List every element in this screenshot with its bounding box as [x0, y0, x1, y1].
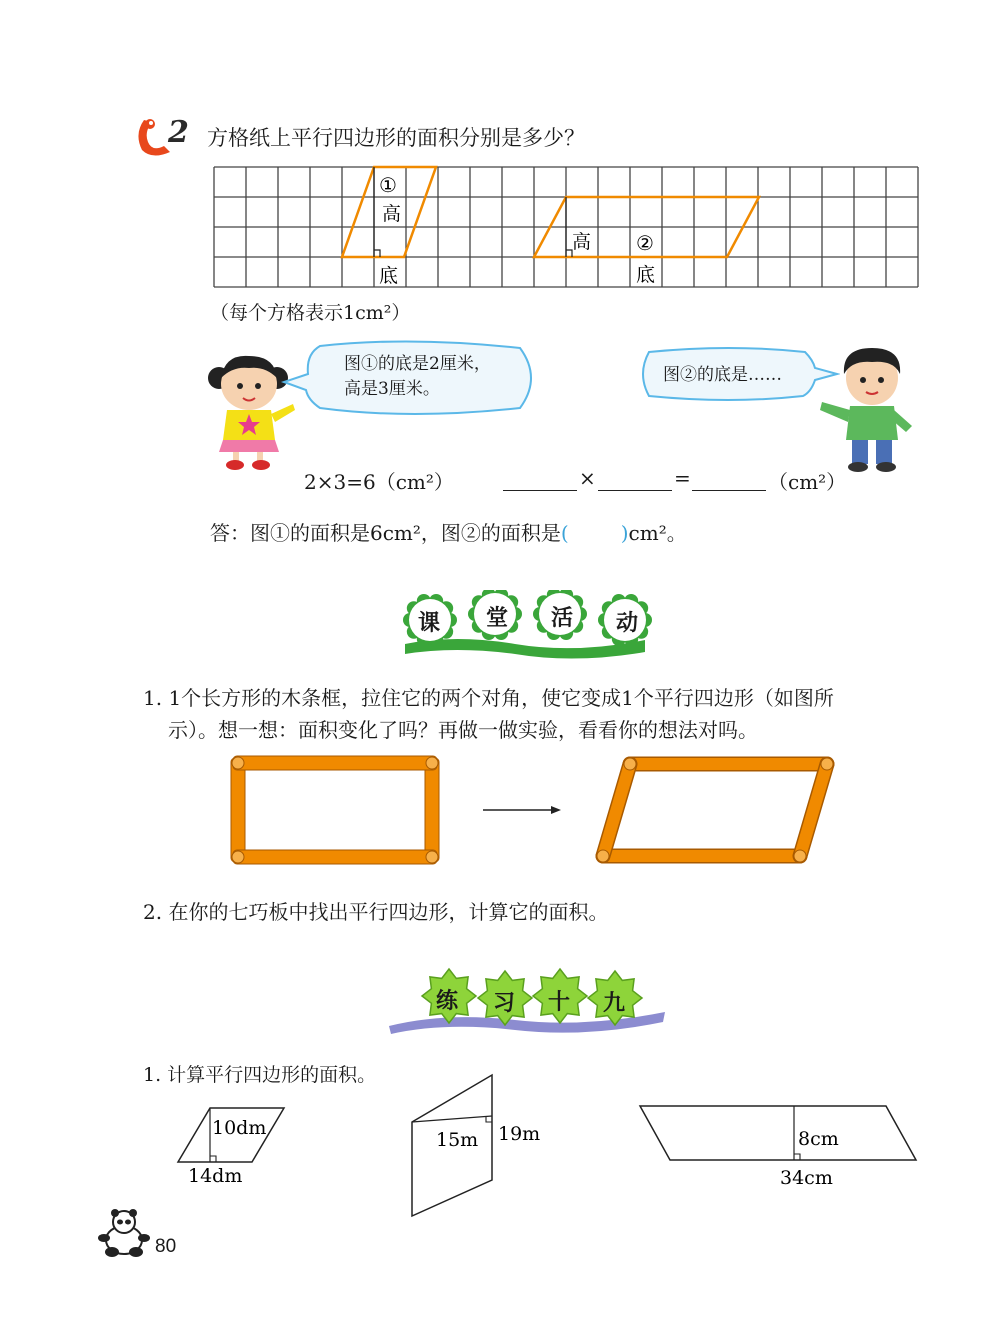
grid-paper — [212, 164, 924, 290]
equals-sign: = — [674, 466, 691, 490]
girl-speech-line2: 高是3厘米。 — [344, 379, 440, 399]
girl-speech-line1: 图①的底是2厘米， — [344, 354, 491, 374]
example-number-icon — [130, 112, 200, 160]
answer-bracket-open: ( — [560, 521, 569, 545]
activity-item1-line1: 1. 1个长方形的木条框，拉住它的两个对角，使它变成1个平行四边形（如图所 — [143, 686, 834, 710]
fig2-label: ② — [636, 231, 654, 255]
height-b — [412, 1116, 492, 1122]
panda-icon — [96, 1208, 152, 1258]
shape2-side-label: 19m — [498, 1123, 541, 1145]
fig2-base-label: 底 — [636, 264, 656, 286]
answer-part1: 答：图①的面积是6cm²，图②的面积是 — [210, 521, 561, 545]
page-number: 80 — [155, 1236, 177, 1257]
shape3-base-label: 34cm — [780, 1167, 833, 1189]
answer-text — [210, 517, 687, 546]
example-question: 方格纸上平行四边形的面积分别是多少？ — [207, 126, 585, 150]
times-sign: × — [579, 466, 596, 490]
blank-height[interactable] — [598, 490, 672, 491]
fig1-base-label: 底 — [379, 265, 399, 287]
blank-area[interactable] — [692, 490, 766, 491]
unit-fig2: （cm²） — [768, 470, 847, 494]
fig2-height-label: 高 — [572, 231, 592, 253]
banner-char-jiu: 九 — [603, 991, 626, 1016]
shape1-height-label: 10dm — [212, 1117, 267, 1139]
parallelogram-c — [640, 1106, 916, 1160]
fig1-label: ① — [379, 173, 397, 197]
banner-char-tang: 堂 — [486, 606, 509, 631]
shape3-height-label: 8cm — [798, 1128, 839, 1150]
banner-char-xi: 习 — [493, 991, 516, 1016]
exercise-item1: 1. 计算平行四边形的面积。 — [143, 1064, 377, 1086]
boy-speech: 图②的底是…… — [663, 365, 782, 385]
banner-char-dong: 动 — [616, 611, 639, 636]
example-number: 2 — [168, 115, 189, 150]
exercise-shapes — [170, 1070, 930, 1220]
banner-char-lian: 练 — [436, 989, 459, 1014]
grid-note: （每个方格表示1cm²） — [210, 302, 411, 324]
equation-fig1: 2×3=6（cm²） — [304, 470, 454, 494]
banner-char-shi: 十 — [548, 990, 571, 1015]
answer-part2: cm²。 — [628, 521, 687, 545]
exercise-banner — [385, 966, 675, 1038]
shape1-base-label: 14dm — [188, 1165, 243, 1187]
rectangle-frame — [231, 756, 439, 864]
activity-item2: 2. 在你的七巧板中找出平行四边形，计算它的面积。 — [143, 900, 609, 924]
fig1-height-label: 高 — [382, 203, 402, 225]
shape2-height-label: 15m — [436, 1129, 479, 1151]
answer-bracket-close: ) — [620, 521, 629, 545]
parallelogram-frame — [597, 758, 833, 862]
banner-char-huo: 活 — [551, 606, 574, 631]
activity-item1-line2: 示）。想一想：面积变化了吗？再做一做实验，看看你的想法对吗。 — [168, 718, 758, 742]
blank-base[interactable] — [503, 490, 577, 491]
banner-char-ke: 课 — [418, 611, 441, 636]
wooden-frames-figure — [225, 750, 845, 872]
boy-illustration — [812, 340, 922, 475]
